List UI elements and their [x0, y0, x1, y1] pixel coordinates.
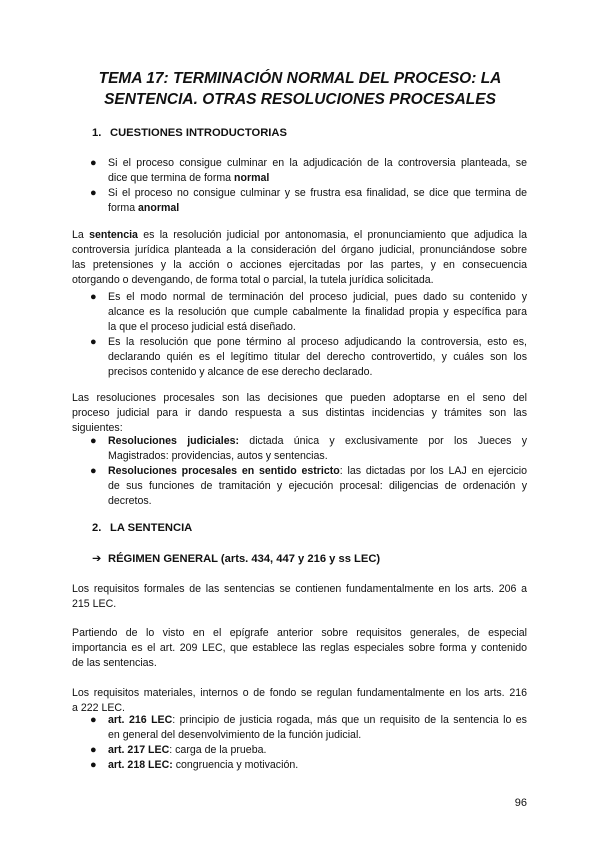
bullet-text: Si el proceso consigue culminar en la adjudicación de la controversia planteada, se: [108, 157, 527, 169]
bullet-text: Es el modo normal de terminación del proceso judicial, pues dado su contenido y: [108, 291, 527, 303]
paragraph-line: otorgando o devengando, de forma total o parcial, la tutela jurídica solicitada.: [72, 274, 434, 286]
intro-bullet-list: [90, 156, 527, 216]
bullet-text: dictada única y exclusivamente por los Jueces y: [239, 435, 527, 447]
page-number: 96: [514, 797, 527, 809]
bullet-text: Magistrados: providencias, autos y sentencias.: [108, 450, 328, 462]
list-item: [90, 156, 527, 186]
list-item: [90, 290, 527, 335]
paragraph-line: controversia jurídica planteada a la consideración del órgano judicial, pronunciándose sobre: [72, 244, 527, 256]
list-item: [90, 335, 527, 380]
bullet-text: declarando quién es el legítimo titular del derecho controvertido, y cuáles son los: [108, 351, 527, 363]
bullet-text: : carga de la prueba.: [169, 744, 267, 756]
paragraph-bold-text: sentencia: [89, 229, 138, 241]
paragraph-line: 215 LEC.: [72, 598, 117, 610]
articles-bullet-list: [90, 713, 527, 773]
bullet-bold-text: Resoluciones judiciales:: [108, 435, 239, 447]
bullet-text: de sus funciones de tramitación y ejecución procesal: diligencias de ordenación y: [108, 480, 527, 492]
paragraph-text: La: [72, 229, 90, 241]
bullet-bold-text: art. 217 LEC: [108, 744, 170, 756]
list-item: [90, 464, 527, 509]
paragraph-line: de las sentencias.: [72, 657, 157, 669]
paragraph-text: es la resolución judicial por antonomasia, el pronunciamiento que adjudica la: [137, 229, 528, 241]
bullet-text: alcance es la resolución que cumple cabalmente la finalidad propia y específica para: [108, 306, 527, 318]
paragraph-line: a 222 LEC.: [72, 702, 126, 714]
page-title: [60, 68, 540, 110]
bullet-icon: ●: [90, 714, 97, 726]
list-item: [90, 758, 527, 773]
section-2-heading: [92, 522, 192, 534]
bullet-bold-text: art. 216 LEC: [108, 714, 173, 726]
paragraph-line: Las resoluciones procesales son las decisiones que pueden adoptarse en el seno del: [72, 392, 527, 404]
section-1-number: 1.: [92, 127, 102, 139]
section-1-heading: [92, 127, 287, 139]
bullet-text: decretos.: [108, 495, 152, 507]
bullet-text: : las dictadas por los LAJ en ejercicio: [339, 465, 528, 477]
paragraph-line: proceso judicial para ir dando respuesta a sus distintas incidencias y trámites son las: [72, 407, 527, 419]
paragraph-line: siguientes:: [72, 422, 123, 434]
bullet-icon: ●: [90, 465, 97, 477]
arrow-right-icon: ➔: [92, 553, 102, 565]
paragraph-line: importancia es el art. 209 LEC, que establece las reglas especiales sobre forma y contenido: [72, 642, 527, 654]
bullet-icon: ●: [90, 759, 97, 771]
bullet-text: Es la resolución que pone término al proceso adjudicando la controversia, esto es,: [108, 336, 527, 348]
bullet-bold-text: Resoluciones procesales en sentido estricto: [108, 465, 340, 477]
title-line-1: TEMA 17: TERMINACIÓN NORMAL DEL PROCESO: LA: [98, 70, 502, 87]
bullet-text: dice que termina de forma: [108, 172, 235, 184]
bullet-icon: ●: [90, 336, 97, 348]
paragraph-line: las pretensiones y la acción o acciones ejercitadas por las partes, y en consecuencia: [72, 259, 527, 271]
bullet-icon: ●: [90, 187, 97, 199]
section-1-title: CUESTIONES INTRODUCTORIAS: [110, 127, 287, 139]
list-item: [90, 743, 527, 758]
resoluciones-paragraph: [72, 391, 527, 436]
bullet-text: Si el proceso no consigue culminar y se frustra esa finalidad, se dice que termina de: [108, 187, 527, 199]
paragraph-line: Partiendo de lo visto en el epígrafe anterior sobre requisitos generales, de especial: [72, 627, 527, 639]
requisitos-formales-paragraph: [72, 582, 527, 612]
list-item: [90, 186, 527, 216]
sentencia-definition-paragraph: [72, 228, 527, 288]
sentencia-bullet-list: [90, 290, 527, 380]
bullet-text: en general del desenvolvimiento de la función judicial.: [108, 729, 362, 741]
bullet-icon: ●: [90, 744, 97, 756]
paragraph-line: Los requisitos materiales, internos o de fondo se regulan fundamentalmente en los arts. 216: [72, 687, 527, 699]
list-item: [90, 434, 527, 464]
requisitos-materiales-paragraph: [72, 686, 527, 716]
section-2-number: 2.: [92, 522, 102, 534]
list-item: [90, 713, 527, 743]
bullet-icon: ●: [90, 435, 97, 447]
bullet-text: congruencia y motivación.: [172, 759, 299, 771]
bullet-text: forma: [108, 202, 139, 214]
bullet-bold-text: anormal: [138, 202, 180, 214]
bullet-text: : principio de justicia rogada, más que un requisito de la sentencia lo es: [172, 714, 527, 726]
resoluciones-bullet-list: [90, 434, 527, 509]
regimen-general-subheading: [92, 552, 380, 565]
bullet-bold-text: normal: [234, 172, 270, 184]
bullet-icon: ●: [90, 291, 97, 303]
bullet-bold-text: art. 218 LEC:: [108, 759, 173, 771]
paragraph-line: Los requisitos formales de las sentencias se contienen fundamentalmente en los arts. 206 a: [72, 583, 527, 595]
subheading-text: RÉGIMEN GENERAL (arts. 434, 447 y 216 y ss LEC): [108, 553, 381, 565]
bullet-text: la que el proceso judicial está diseñado.: [108, 321, 296, 333]
title-line-2: SENTENCIA. OTRAS RESOLUCIONES PROCESALES: [104, 91, 496, 108]
bullet-text: precisos contenido y alcance de ese derecho declarado.: [108, 366, 373, 378]
bullet-icon: ●: [90, 157, 97, 169]
section-2-title: LA SENTENCIA: [110, 522, 193, 534]
art-209-paragraph: [72, 626, 527, 671]
